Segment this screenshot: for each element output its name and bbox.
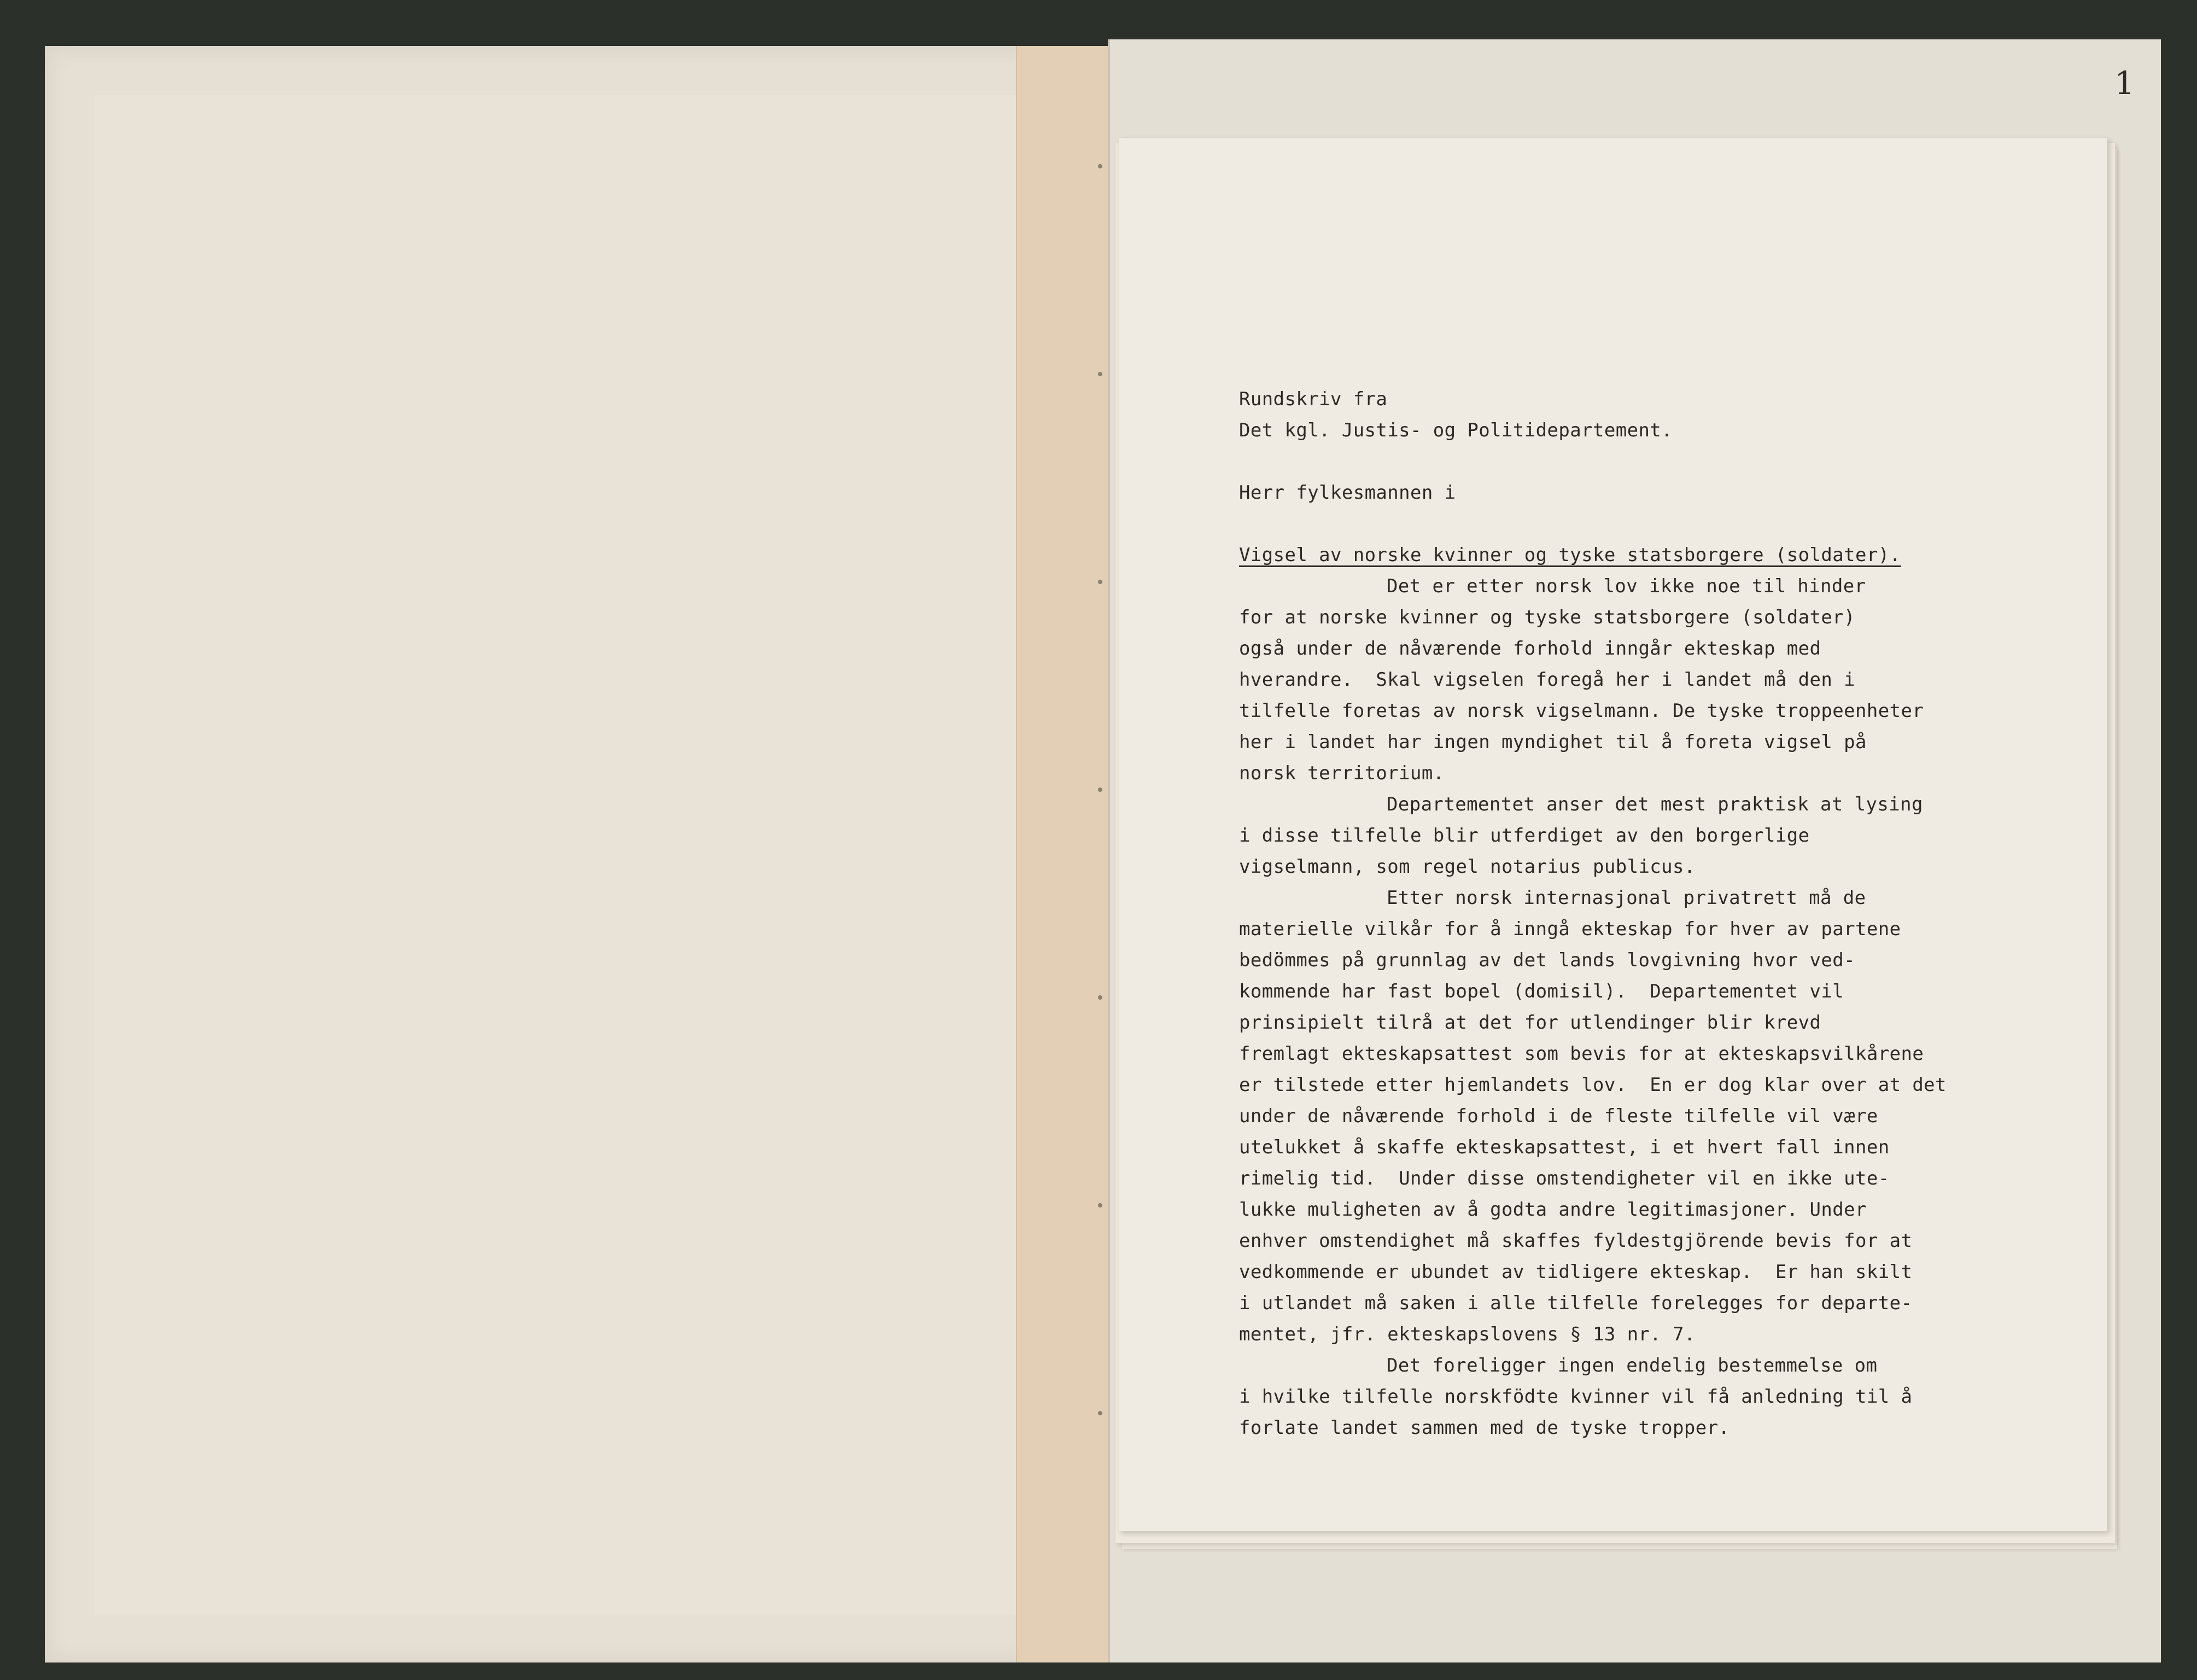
text-line: bedömmes på grunnlag av det lands lovgivning hvor ved- bbox=[1239, 949, 1855, 971]
text-line: Det kgl. Justis- og Politidepartement. bbox=[1239, 419, 1673, 441]
text-line: Herr fylkesmannen i bbox=[1239, 482, 1456, 504]
text-line: prinsipielt tilrå at det for utlendinger blir krevd bbox=[1239, 1012, 1821, 1034]
text-line: i disse tilfelle blir utferdiget av den borgerlige bbox=[1239, 825, 1810, 847]
text-line: hverandre. Skal vigselen foregå her i landet må den i bbox=[1239, 669, 1855, 691]
letter-subject-line: Vigsel av norske kvinner og tyske statsborgere (soldater). bbox=[1239, 544, 1901, 566]
text-line: tilfelle foretas av norsk vigselmann. De tyske troppeenheter bbox=[1239, 700, 1924, 722]
text-line: i hvilke tilfelle norskfödte kvinner vil få anledning til å bbox=[1239, 1386, 1913, 1408]
blank-line bbox=[1239, 509, 2092, 540]
binding-stitch-marks bbox=[1098, 164, 1105, 1531]
text-line: under de nåværende forhold i de fleste tilfelle vil være bbox=[1239, 1105, 1878, 1127]
text-line: er tilstede etter hjemlandets lov. En er dog klar over at det bbox=[1239, 1074, 1947, 1096]
text-line: vedkommende er ubundet av tidligere ekteskap. Er han skilt bbox=[1239, 1261, 1913, 1283]
blank-line bbox=[1239, 446, 2092, 477]
left-blank-page bbox=[45, 46, 1115, 1662]
text-line: lukke muligheten av å godta andre legitimasjoner. Under bbox=[1239, 1199, 1867, 1221]
text-line: rimelig tid. Under disse omstendigheter vil en ikke ute- bbox=[1239, 1168, 1890, 1189]
text-line: norsk territorium. bbox=[1239, 762, 1445, 784]
page-number: 1 bbox=[2114, 65, 2135, 102]
text-line: Etter norsk internasjonal privatrett må de bbox=[1387, 887, 1866, 909]
text-line: for at norske kvinner og tyske statsborgere (soldater) bbox=[1239, 606, 1855, 628]
text-line: kommende har fast bopel (domisil). Departementet vil bbox=[1239, 981, 1844, 1002]
text-line: i utlandet må saken i alle tilfelle forelegges for departe- bbox=[1239, 1292, 1913, 1314]
text-line: også under de nåværende forhold inngår ekteskap med bbox=[1239, 638, 1821, 660]
text-line: Det er etter norsk lov ikke noe til hinder bbox=[1387, 575, 1866, 597]
text-line: Rundskriv fra bbox=[1239, 388, 1388, 410]
text-line: enhver omstendighet må skaffes fyldestgjörende bevis for at bbox=[1239, 1230, 1913, 1252]
text-line: fremlagt ekteskapsattest som bevis for at ekteskapsvilkårene bbox=[1239, 1043, 1924, 1065]
text-line: forlate landet sammen med de tyske tropper. bbox=[1239, 1417, 1730, 1439]
text-line: vigselmann, som regel notarius publicus. bbox=[1239, 856, 1696, 878]
letter-body bbox=[1239, 384, 2092, 1444]
text-line: Det foreligger ingen endelig bestemmelse om bbox=[1387, 1355, 1878, 1376]
text-line: her i landet har ingen myndighet til å foreta vigsel på bbox=[1239, 731, 1867, 753]
text-line: Departementet anser det mest praktisk at lysing bbox=[1387, 794, 1923, 815]
text-line: utelukket å skaffe ekteskapsattest, i et hvert fall innen bbox=[1239, 1136, 1890, 1158]
left-page-inner-area bbox=[94, 95, 1062, 1615]
text-line: mentet, jfr. ekteskapslovens § 13 nr. 7. bbox=[1239, 1323, 1696, 1345]
typewritten-sheet bbox=[1119, 138, 2107, 1531]
text-line: materielle vilkår for å inngå ekteskap for hver av partene bbox=[1239, 918, 1901, 940]
